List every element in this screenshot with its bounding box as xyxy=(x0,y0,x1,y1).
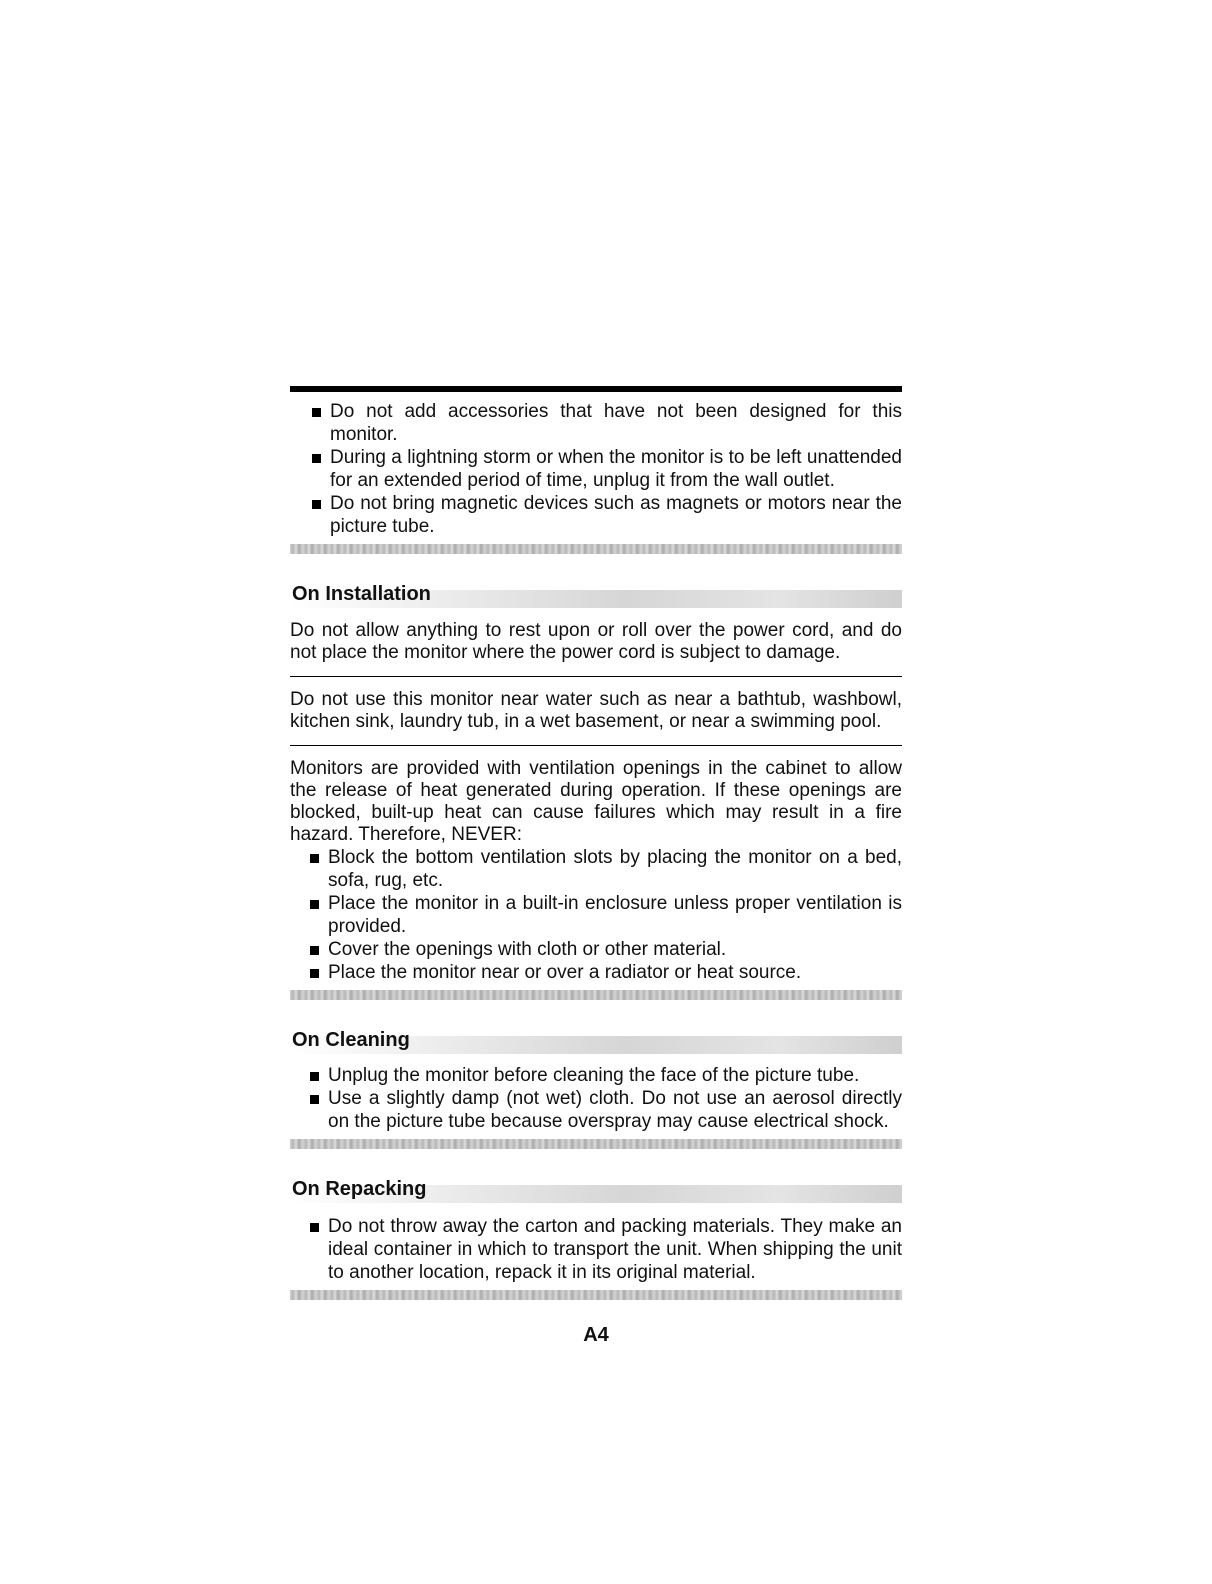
square-bullet-icon xyxy=(310,1095,319,1104)
section-divider xyxy=(290,990,902,1000)
square-bullet-icon xyxy=(310,900,319,909)
square-bullet-icon xyxy=(310,969,319,978)
page-number: A4 xyxy=(583,1324,609,1346)
list-item xyxy=(290,446,902,492)
square-bullet-icon xyxy=(310,854,319,863)
list-item-text: Unplug the monitor before cleaning the face of the picture tube. xyxy=(328,1065,860,1086)
square-bullet-icon xyxy=(310,946,319,955)
section-divider xyxy=(290,1139,902,1149)
list-item-text: Do not add accessories that have not been designed for this monitor. xyxy=(330,401,902,445)
list-item-text: Block the bottom ventilation slots by placing the monitor on a bed, sofa, rug, etc. xyxy=(328,847,902,891)
list-item-text: Place the monitor in a built-in enclosure unless proper ventilation is provided. xyxy=(328,893,902,937)
section-divider xyxy=(290,544,902,554)
installation-para-power-cord: Do not allow anything to rest upon or roll over the power cord, and do not place the monitor where the power cord is subject to damage. xyxy=(290,620,902,663)
cleaning-title: On Cleaning xyxy=(292,1029,410,1051)
manual-page xyxy=(290,386,902,1346)
list-item xyxy=(290,492,902,538)
list-item xyxy=(290,1087,902,1133)
square-bullet-icon xyxy=(312,408,321,417)
list-item-text: Do not bring magnetic devices such as magnets or motors near the picture tube. xyxy=(330,493,902,537)
installation-para-ventilation: Monitors are provided with ventilation openings in the cabinet to allow the release of heat generated during operation. If these openings are blocked, built-up heat can cause failures which may result in a fire hazard. Therefore, NEVER: xyxy=(290,758,902,845)
intro-bullet-list xyxy=(290,400,902,538)
square-bullet-icon xyxy=(310,1072,319,1081)
list-item-text: Do not throw away the carton and packing materials. They make an ideal container in which to transport the unit. When shipping the unit to another location, repack it in its original material. xyxy=(328,1216,902,1283)
top-rule xyxy=(290,386,902,392)
repacking-title: On Repacking xyxy=(292,1178,427,1200)
section-divider xyxy=(290,1290,902,1300)
list-item xyxy=(290,1215,902,1284)
square-bullet-icon xyxy=(310,1223,319,1232)
list-item-text: Use a slightly damp (not wet) cloth. Do not use an aerosol directly on the picture tube because overspray may cause electrical shock. xyxy=(328,1088,902,1132)
cleaning-list xyxy=(290,1064,902,1133)
list-item xyxy=(290,846,902,892)
list-item xyxy=(290,938,902,961)
list-item xyxy=(290,1064,902,1087)
cleaning-header xyxy=(290,1026,902,1054)
installation-header xyxy=(290,580,902,608)
list-item-text: During a lightning storm or when the monitor is to be left unattended for an extended period of time, unplug it from the wall outlet. xyxy=(330,447,902,491)
repacking-list xyxy=(290,1215,902,1284)
paragraph-rule xyxy=(290,745,902,746)
square-bullet-icon xyxy=(312,500,321,509)
never-list xyxy=(290,846,902,984)
list-item xyxy=(290,400,902,446)
list-item-text: Place the monitor near or over a radiator or heat source. xyxy=(328,962,802,983)
installation-para-water: Do not use this monitor near water such as near a bathtub, washbowl, kitchen sink, laundry tub, in a wet basement, or near a swimming pool. xyxy=(290,689,902,732)
installation-title: On Installation xyxy=(292,583,431,605)
repacking-header xyxy=(290,1175,902,1203)
list-item xyxy=(290,961,902,984)
list-item xyxy=(290,892,902,938)
square-bullet-icon xyxy=(312,454,321,463)
list-item-text: Cover the openings with cloth or other material. xyxy=(328,939,727,960)
paragraph-rule xyxy=(290,676,902,677)
